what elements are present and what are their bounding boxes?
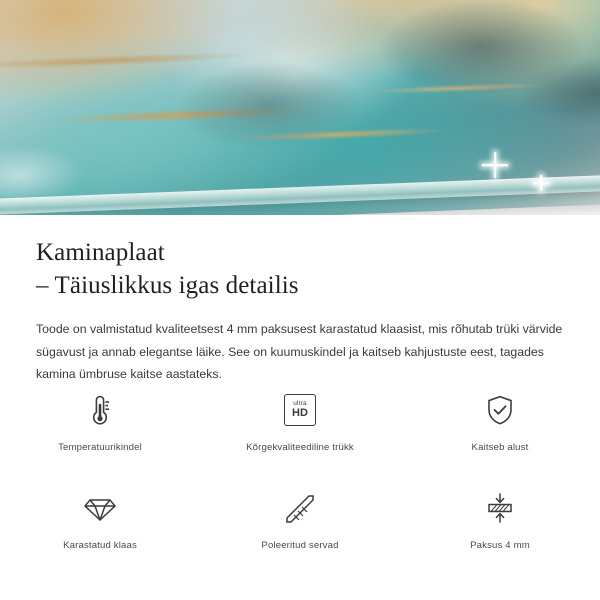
feature-tempered-glass: [0, 486, 200, 574]
feature-label: Karastatud klaas: [63, 540, 137, 551]
feature-thickness: [400, 486, 600, 574]
page-title-line-2: – Täiuslikkus igas detailis: [36, 271, 299, 299]
product-description-text: Toode on valmistatud kvaliteetsest 4 mm paksusest karastatud klaasist, mis rõhutab trüki värvide sügavust ja annab elegantse läike. See on kuumuskindel ja kaitseb kahjustuste eest, tagades kamina ümbruse kaitse aastateks.: [36, 322, 563, 382]
feature-grid: [0, 388, 600, 574]
ultra-hd-badge-top: ultra: [293, 399, 307, 407]
feature-label: Poleeritud servad: [261, 540, 339, 551]
page-title: [0, 215, 600, 302]
feature-high-quality-print: [200, 388, 400, 476]
thermometer-icon: [83, 388, 117, 432]
feature-label: Kaitseb alust: [471, 442, 529, 453]
feature-polished-edges: [200, 486, 400, 574]
ultra-hd-icon: [284, 388, 316, 432]
thickness-icon: [482, 486, 518, 530]
text-content: [0, 215, 600, 386]
feature-protects-surface: [400, 388, 600, 476]
feature-label: Temperatuurikindel: [58, 442, 142, 453]
feature-temperature-resistant: [0, 388, 200, 476]
feature-label: Kõrgekvaliteediline trükk: [246, 442, 354, 453]
feature-label: Paksus 4 mm: [470, 540, 530, 551]
polished-edges-icon: [282, 486, 318, 530]
page-title-line-1: Kaminaplaat: [36, 239, 165, 266]
hero-image: [0, 0, 600, 215]
diamond-icon: [81, 486, 119, 530]
ultra-hd-badge-bottom: HD: [292, 407, 308, 420]
shield-check-icon: [483, 388, 517, 432]
